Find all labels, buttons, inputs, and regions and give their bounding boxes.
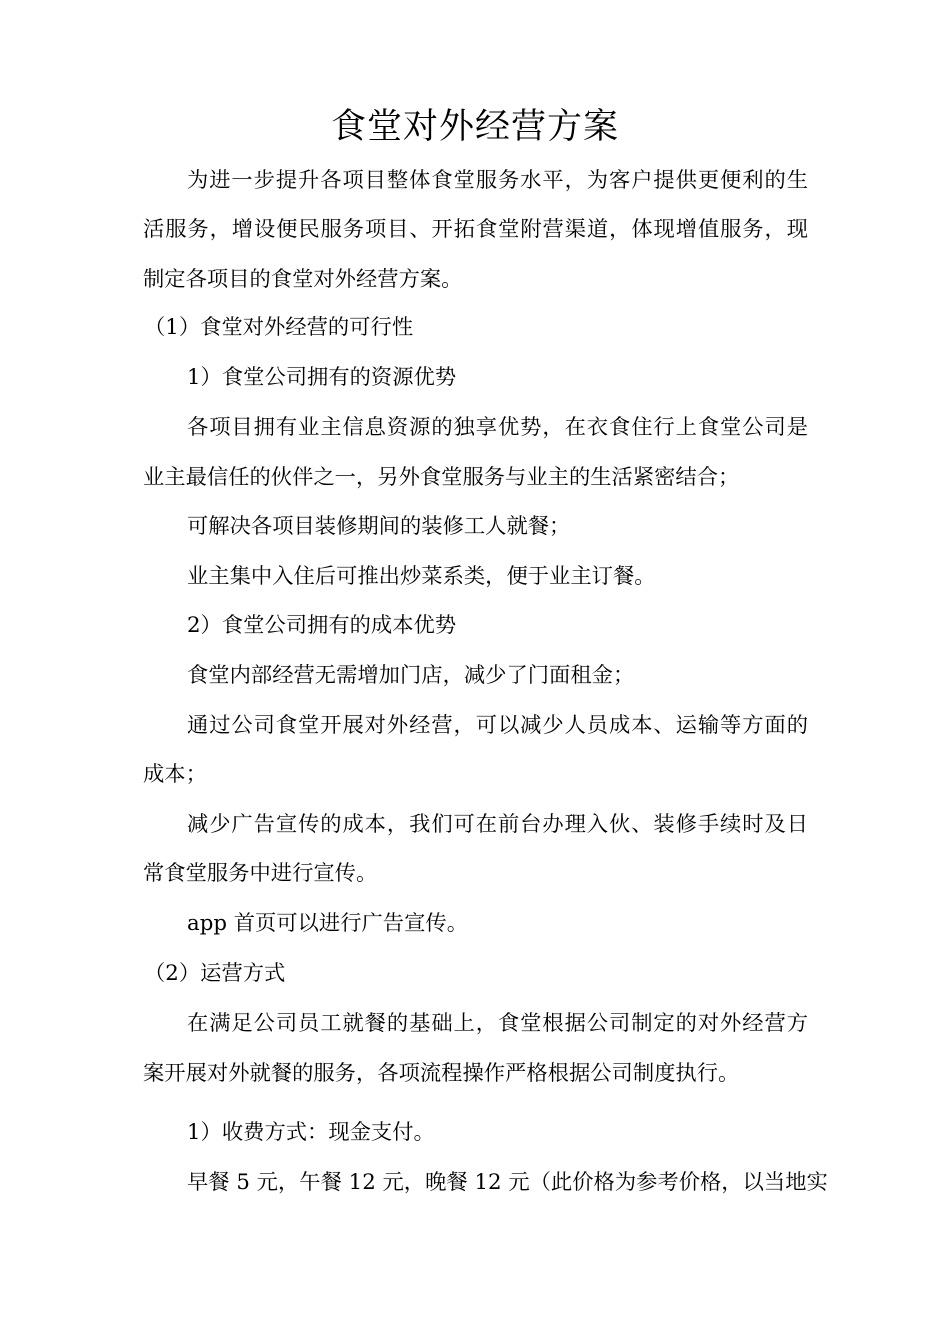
paragraph-line: 常食堂服务中进行宣传。 (143, 861, 378, 886)
paragraph-line: 食堂内部经营无需增加门店，减少了门面租金； (187, 663, 635, 688)
subsection-heading: 2）食堂公司拥有的成本优势 (187, 613, 457, 638)
paragraph-line: app 首页可以进行广告宣传。 (187, 911, 468, 936)
paragraph-line: 在满足公司员工就餐的基础上，食堂根据公司制定的对外经营方 (187, 1011, 808, 1036)
paragraph-line: 减少广告宣传的成本，我们可在前台办理入伙、装修手续时及日 (187, 812, 808, 837)
paragraph-line: 业主集中入住后可推出炒菜系类，便于业主订餐。 (187, 564, 656, 589)
subsection-heading: 1）食堂公司拥有的资源优势 (187, 365, 457, 390)
document-title: 食堂对外经营方案 (330, 107, 619, 147)
paragraph-line: 活服务，增设便民服务项目、开拓食堂附营渠道，体现增值服务，现 (143, 217, 808, 242)
subsection-heading: 1）收费方式：现金支付。 (187, 1120, 435, 1145)
paragraph-line: 通过公司食堂开展对外经营，可以减少人员成本、运输等方面的 (187, 713, 808, 738)
paragraph-line: 案开展对外就餐的服务，各项流程操作严格根据公司制度执行。 (143, 1061, 740, 1086)
paragraph-line: 业主最信任的伙伴之一，另外食堂服务与业主的生活紧密结合； (143, 465, 740, 490)
paragraph-line: 可解决各项目装修期间的装修工人就餐； (187, 514, 571, 539)
paragraph-line: 制定各项目的食堂对外经营方案。 (143, 267, 463, 292)
paragraph-line: 各项目拥有业主信息资源的独享优势，在衣食住行上食堂公司是 (187, 415, 808, 440)
paragraph-line: 成本； (143, 762, 207, 787)
section-heading: （1）食堂对外经营的可行性 (144, 315, 414, 340)
paragraph-line: 早餐 5 元，午餐 12 元，晚餐 12 元（此价格为参考价格，以当地实 (187, 1170, 828, 1195)
section-heading: （2）运营方式 (144, 961, 286, 986)
paragraph-line: 为进一步提升各项目整体食堂服务水平，为客户提供更便利的生 (187, 168, 808, 193)
